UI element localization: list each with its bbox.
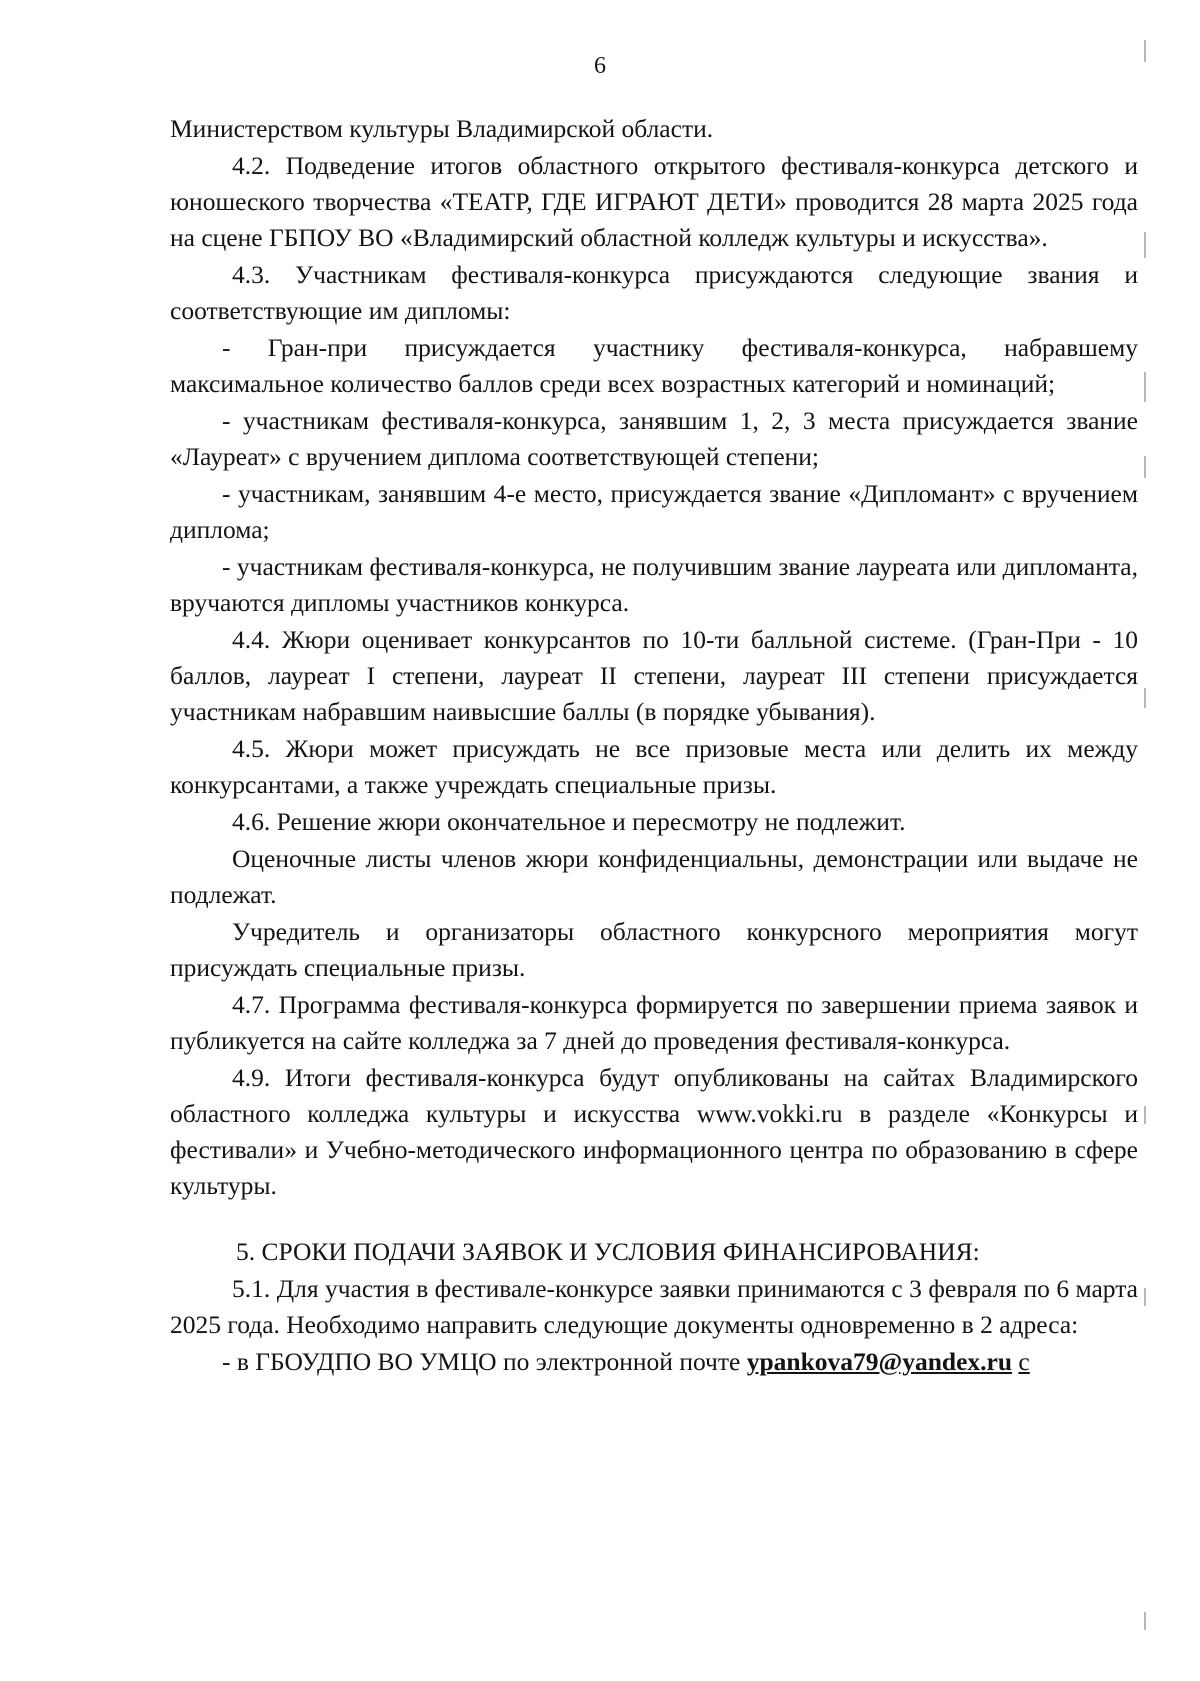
paragraph-5-1: 5.1. Для участия в фестивале-конкурсе заявки принимаются с 3 февраля по 6 марта 2025 года. Необходимо направить следующие документы одновременно в 2 адреса:: [170, 1274, 1138, 1339]
list-item-email-address: [170, 1344, 1138, 1380]
scan-edge-mark: [1144, 688, 1146, 708]
paragraph-4-9: 4.9. Итоги фестиваля-конкурса будут опубликованы на сайтах Владимирского областного колледжа культуры и искусства www.vokki.ru в разделе «Конкурсы и фестивали» и Учебно-методического информационного центра по образованию в сфере культуры.: [170, 1063, 1138, 1200]
scan-edge-mark: [1144, 456, 1146, 478]
list-item-grand-prix: - Гран-при присуждается участнику фестиваля-конкурса, набравшему максимальное количество баллов среди всех возрастных категорий и номинаций;: [170, 333, 1138, 398]
paragraph-4-4: 4.4. Жюри оценивает конкурсантов по 10-ти балльной системе. (Гран-При - 10 баллов, лауреат I степени, лауреат II степени, лауреат III степени присуждается участникам набравшим наивысшие баллы (в порядке убывания).: [170, 625, 1138, 726]
page-number: 6: [594, 53, 606, 79]
scan-edge-mark: [1144, 40, 1146, 62]
scan-edge-mark: [1144, 1106, 1146, 1124]
paragraph-4-3: 4.3. Участникам фестиваля-конкурса присуждаются следующие звания и соответствующие им дипломы:: [170, 260, 1138, 325]
paragraph-evaluation-sheets: Оценочные листы членов жюри конфиденциальны, демонстрации или выдаче не подлежат.: [170, 844, 1138, 909]
list-item-diplomant: - участникам, занявшим 4-е место, присуждается звание «Дипломант» с вручением диплома;: [170, 479, 1138, 544]
document-body: [170, 111, 1138, 1381]
paragraph-special-prizes: Учредитель и организаторы областного конкурсного мероприятия могут присуждать специальные призы.: [170, 917, 1138, 982]
scan-edge-mark: [1144, 372, 1146, 402]
list-item-laureate: - участникам фестиваля-конкурса, занявшим 1, 2, 3 места присуждается звание «Лауреат» с вручением диплома соответствующей степени;: [170, 406, 1138, 471]
email-link[interactable]: ypankova79@yandex.ru: [746, 1347, 1013, 1376]
scan-edge-mark: [1144, 1612, 1146, 1630]
scan-edge-mark: [1144, 1288, 1146, 1306]
paragraph-4-6: 4.6. Решение жюри окончательное и пересмотру не подлежит.: [232, 807, 906, 836]
email-suffix-text: с: [1018, 1347, 1030, 1376]
paragraph-4-7: 4.7. Программа фестиваля-конкурса формируется по завершении приема заявок и публикуется на сайте колледжа за 7 дней до проведения фестиваля-конкурса.: [170, 990, 1138, 1055]
section-title-5: 5. СРОКИ ПОДАЧИ ЗАЯВОК И УСЛОВИЯ ФИНАНСИРОВАНИЯ:: [236, 1237, 980, 1266]
paragraph-4-2: 4.2. Подведение итогов областного открытого фестиваля-конкурса детского и юношеского творчества «ТЕАТР, ГДЕ ИГРАЮТ ДЕТИ» проводится 28 марта 2025 года на сцене ГБПОУ ВО «Владимирский областной колледж культуры и искусства».: [170, 151, 1138, 252]
list-item-participants: - участникам фестиваля-конкурса, не получившим звание лауреата или дипломанта, вручаются дипломы участников конкурса.: [170, 552, 1138, 617]
scan-edge-mark: [1144, 232, 1146, 258]
paragraph-continuation: Министерством культуры Владимирской области.: [170, 114, 714, 143]
email-prefix-text: - в ГБОУДПО ВО УМЦО по электронной почте: [222, 1347, 747, 1376]
paragraph-4-5: 4.5. Жюри может присуждать не все призовые места или делить их между конкурсантами, а также учреждать специальные призы.: [170, 734, 1138, 799]
